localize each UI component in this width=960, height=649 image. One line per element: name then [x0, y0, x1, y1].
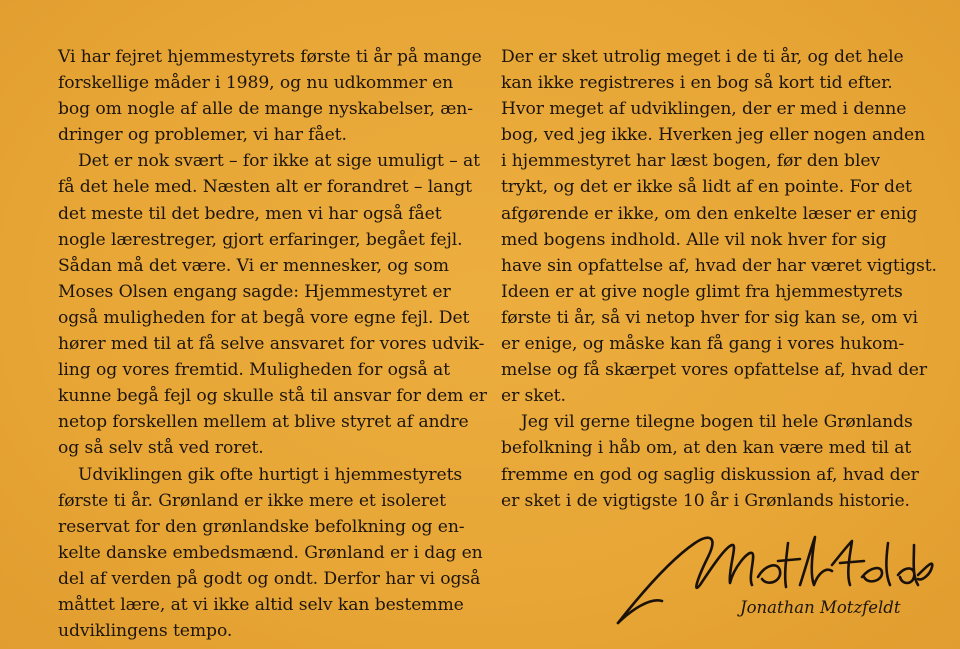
text-line: i hjemmestyret har læst bogen, før den blev — [501, 151, 881, 172]
text-line: dringer og problemer, vi har fået. — [58, 125, 347, 146]
text-line: hører med til at få selve ansvaret for vores udvik- — [58, 334, 485, 355]
text-line: befolkning i håb om, at den kan være med til at — [501, 438, 912, 459]
text-line: bog, ved jeg ikke. Hverken jeg eller nogen anden — [501, 125, 926, 146]
text-line: måttet lære, at vi ikke altid selv kan bestemme — [58, 594, 464, 615]
text-line: kelte danske embedsmænd. Grønland er i dag en — [58, 542, 483, 563]
text-line: det meste til det bedre, men vi har også fået — [58, 203, 442, 224]
signature-name: Jonathan Motzfeldt — [740, 598, 901, 617]
handwritten-signature — [600, 515, 950, 640]
text-line: netop forskellen mellem at blive styret af andre — [58, 412, 469, 433]
text-line: melse og få skærpet vores opfattelse af, hvad der — [501, 360, 927, 381]
text-line: Sådan må det være. Vi er mennesker, og som — [58, 255, 449, 276]
text-line: kan ikke registreres i en bog så kort tid efter. — [501, 73, 893, 94]
right-text-column — [501, 44, 937, 514]
text-line: kunne begå fejl og skulle stå til ansvar for dem er — [58, 386, 487, 407]
text-line: Det er nok svært – for ikke at sige umuligt – at — [78, 151, 480, 172]
text-line: trykt, og det er ikke så lidt af en pointe. For det — [501, 177, 912, 198]
text-line: Hvor meget af udviklingen, der er med i denne — [501, 99, 907, 120]
text-line: og så selv stå ved roret. — [58, 438, 264, 459]
text-line: er sket. — [501, 386, 566, 407]
text-line: Jeg vil gerne tilegne bogen til hele Grønlands — [521, 412, 913, 433]
text-line: Ideen er at give nogle glimt fra hjemmestyrets — [501, 281, 903, 302]
text-line: have sin opfattelse af, hvad der har været vigtigst. — [501, 255, 937, 276]
text-line: Vi har fejret hjemmestyrets første ti år på mange — [58, 47, 482, 67]
text-line: Udviklingen gik ofte hurtigt i hjemmestyrets — [78, 464, 463, 485]
text-line: nogle lærestreger, gjort erfaringer, begået fejl. — [58, 229, 463, 250]
text-line: bog om nogle af alle de mange nyskabelser, æn- — [58, 99, 473, 120]
text-line: udviklingens tempo. — [58, 621, 233, 642]
text-line: forskellige måder i 1989, og nu udkommer en — [58, 73, 454, 94]
text-line: med bogens indhold. Alle vil nok hver for sig — [501, 229, 887, 250]
text-line: del af verden på godt og ondt. Derfor har vi også — [58, 568, 481, 589]
text-line: afgørende er ikke, om den enkelte læser er enig — [501, 203, 918, 224]
text-line: reservat for den grønlandske befolkning og en- — [58, 516, 465, 537]
left-text-column — [58, 44, 487, 644]
text-line: første ti år, så vi netop hver for sig kan se, om vi — [501, 307, 918, 328]
text-line: Der er sket utrolig meget i de ti år, og det hele — [501, 47, 904, 67]
text-line: første ti år. Grønland er ikke mere et isoleret — [58, 490, 446, 511]
text-line: få det hele med. Næsten alt er forandret – langt — [58, 177, 472, 198]
text-line: fremme en god og saglig diskussion af, hvad der — [501, 464, 919, 485]
text-line: ling og vores fremtid. Muligheden for også at — [58, 360, 450, 381]
text-line: er sket i de vigtigste 10 år i Grønlands historie. — [501, 490, 910, 511]
text-line: er enige, og måske kan få gang i vores hukom- — [501, 334, 905, 355]
text-line: også muligheden for at begå vore egne fejl. Det — [58, 307, 470, 328]
text-line: Moses Olsen engang sagde: Hjemmestyret er — [58, 281, 451, 302]
